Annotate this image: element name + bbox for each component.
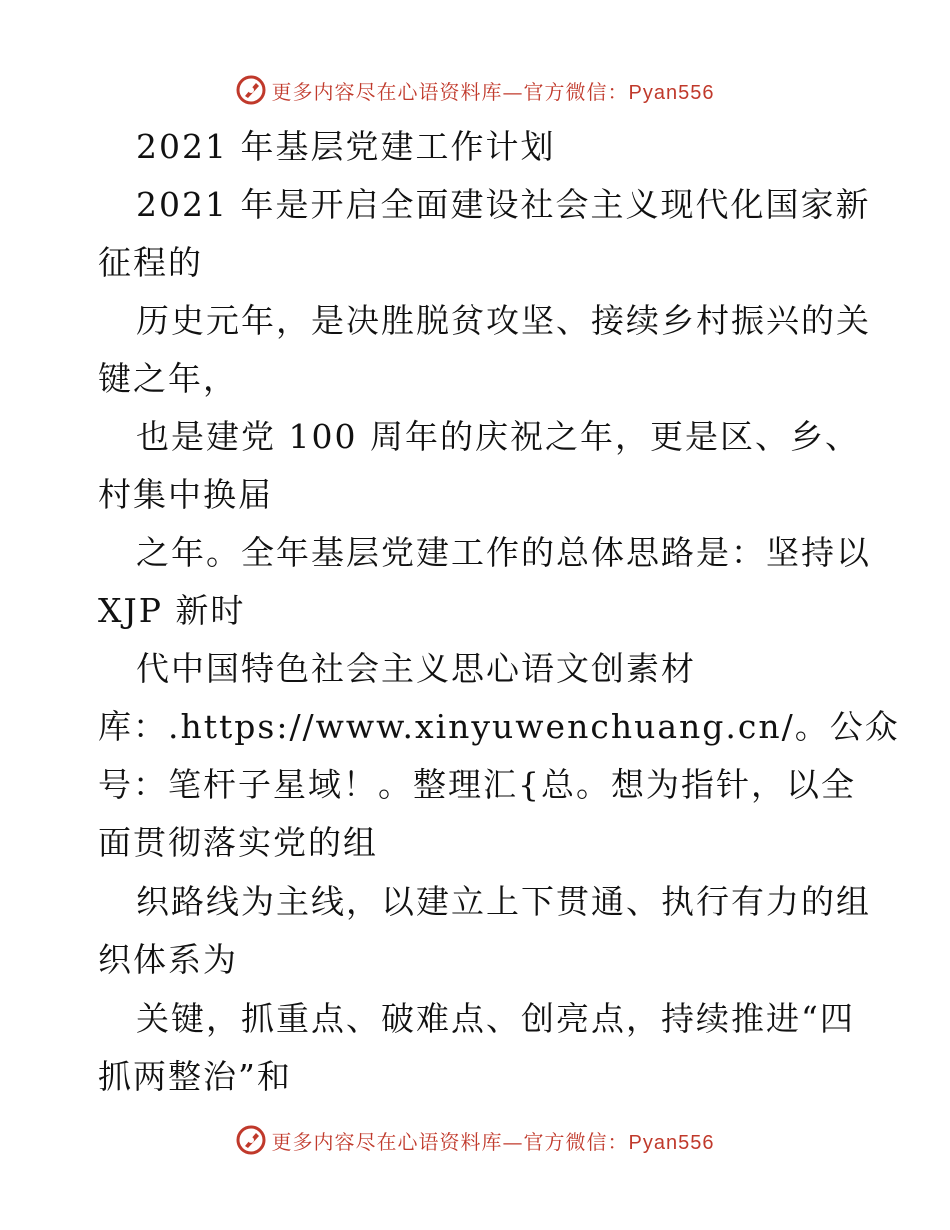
paragraph-line: 关键，抓重点、破难点、创亮点，持续推进“四: [136, 999, 855, 1038]
footer-banner-text: 更多内容尽在心语资料库—官方微信：Pyan556: [271, 1129, 715, 1154]
paragraph-line: 号：笔杆子星域！。整理汇{总。想为指针，以全: [98, 765, 856, 804]
header-banner: [0, 70, 950, 110]
paragraph-line: 之年。全年基层党建工作的总体思路是：坚持以: [136, 533, 871, 572]
paragraph-line: 织路线为主线，以建立上下贯通、执行有力的组: [136, 882, 871, 921]
paragraph-line: 征程的: [98, 243, 203, 282]
paragraph-line: 村集中换届: [98, 475, 273, 514]
paragraph-line: 库：.https://www.xinyuwenchuang.cn/。公众: [98, 707, 900, 746]
paragraph-line: 也是建党 100 周年的庆祝之年，更是区、乡、: [136, 417, 860, 456]
footer-wechat-id: Pyan556: [628, 1131, 715, 1154]
paragraph-line: 代中国特色社会主义思心语文创素材: [136, 649, 696, 688]
paragraph-line: 抓两整治”和: [98, 1057, 292, 1096]
paragraph-line: 织体系为: [98, 940, 238, 979]
paragraph-line: 面贯彻落实党的组: [98, 823, 378, 862]
document-title: 2021 年基层党建工作计划: [136, 127, 556, 166]
footer-banner: [0, 1120, 950, 1160]
pen-logo-icon: [236, 1125, 266, 1155]
paragraph-line: 2021 年是开启全面建设社会主义现代化国家新: [136, 185, 871, 224]
paragraph-line: 历史元年，是决胜脱贫攻坚、接续乡村振兴的关: [136, 301, 871, 340]
pen-logo-icon: [236, 75, 266, 105]
header-banner-text: 更多内容尽在心语资料库—官方微信：Pyan556: [271, 79, 715, 104]
paragraph-line: 键之年，: [98, 359, 238, 398]
paragraph-line: XJP 新时: [98, 591, 246, 630]
header-wechat-id: Pyan556: [628, 81, 715, 104]
